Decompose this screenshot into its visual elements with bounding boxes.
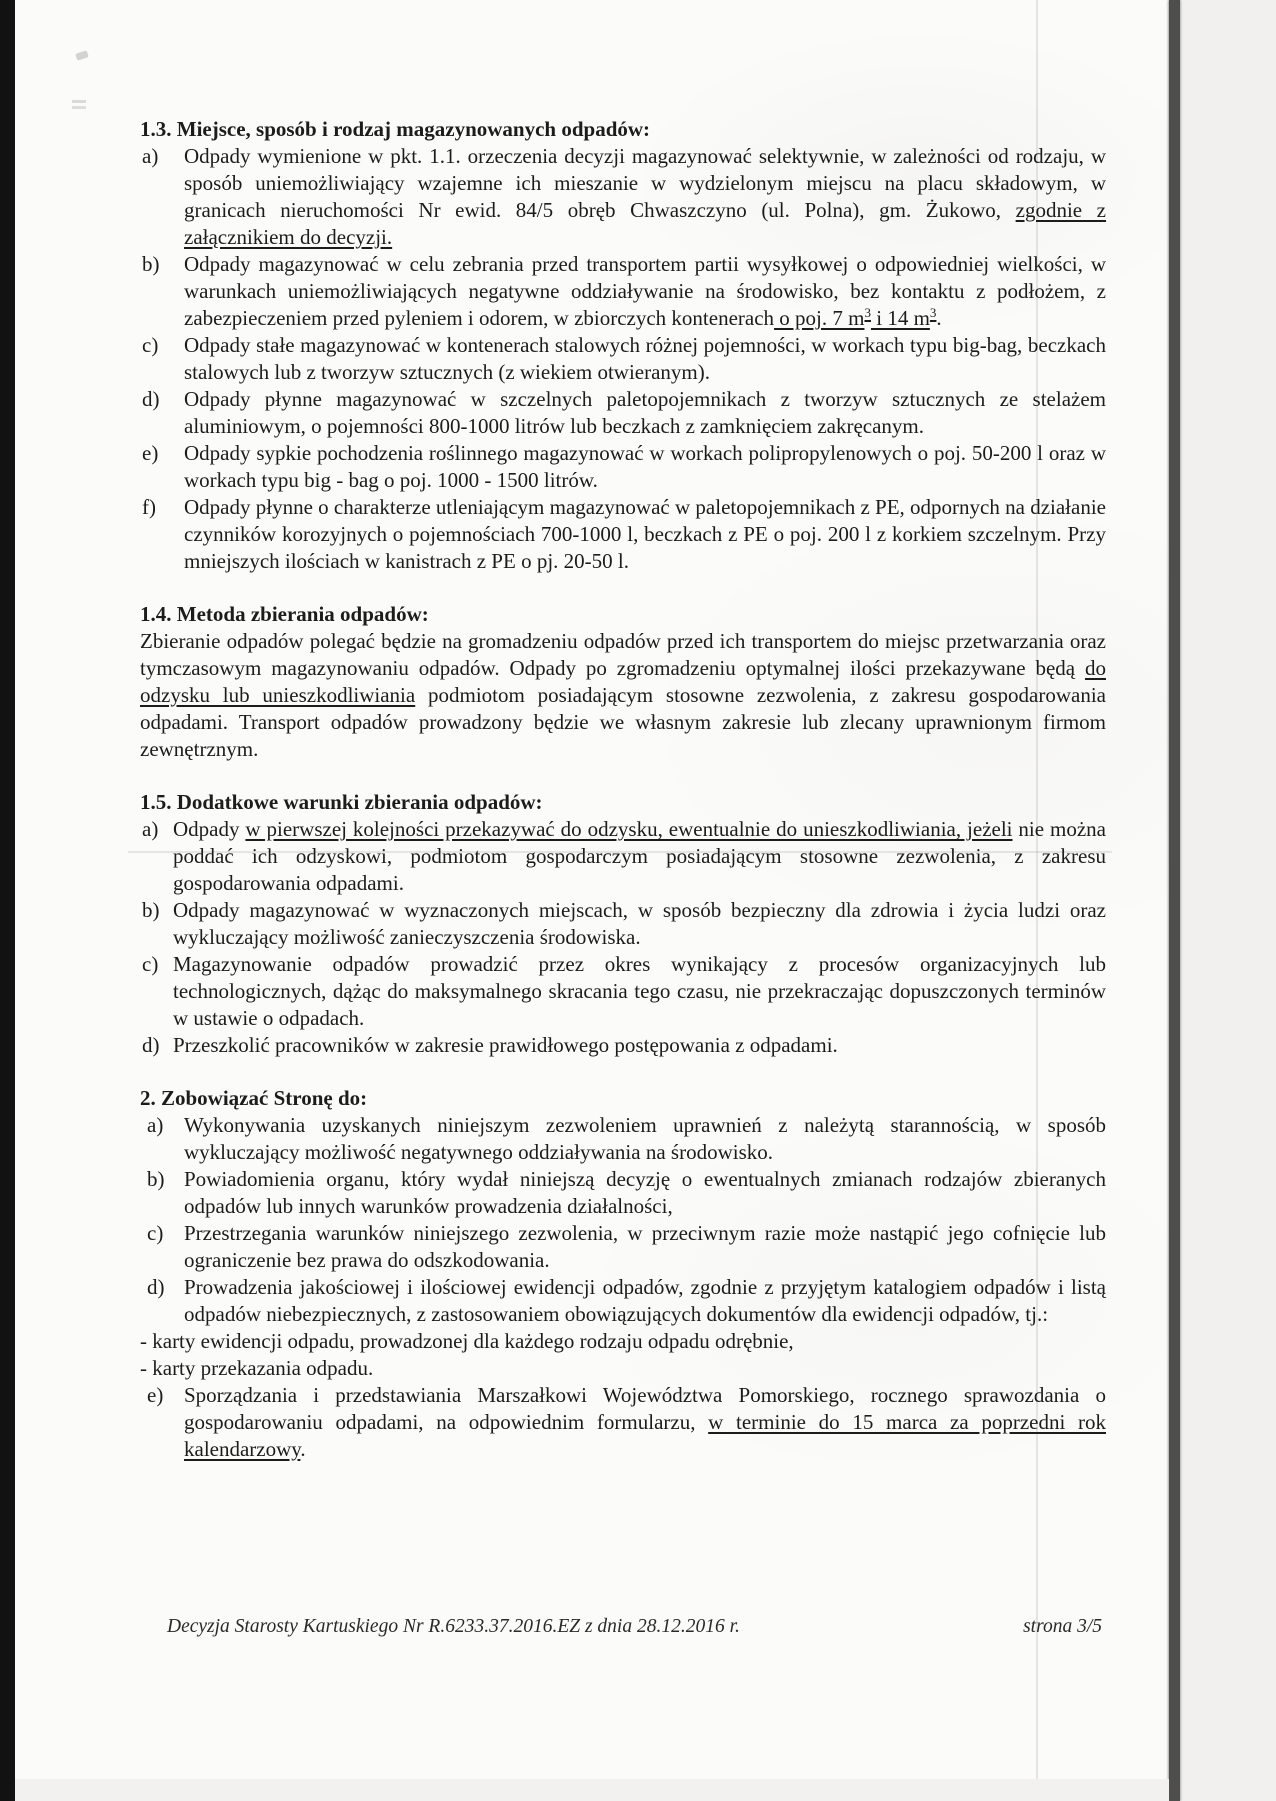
list-item-label: e) — [142, 441, 159, 465]
list-item-text — [184, 387, 1106, 438]
list-item — [140, 251, 1106, 332]
text-run: Odpady sypkie pochodzenia roślinnego magazynować w workach polipropylenowych o poj. 50-200 l oraz w workach typu big - bag o poj. 1000 - 1500 litrów. — [184, 441, 1106, 492]
list-item-label: b) — [142, 898, 160, 922]
list-item — [140, 1112, 1106, 1166]
text-run: w pierwszej kolejności przekazywać do odzysku, ewentualnie do unieszkodliwiania, jeżeli — [245, 817, 1013, 841]
list-item — [140, 1274, 1106, 1328]
list-item-text — [173, 952, 1106, 1030]
text-run: Sporządzania i przedstawiania Marszałkowi Województwa Pomorskiego, rocznego sprawozdania o gospodarowaniu odpadami, na odpowiednim formularzu, — [184, 1383, 1106, 1434]
list-item — [140, 897, 1106, 951]
list-item-label: d) — [142, 1033, 160, 1057]
list-item — [140, 1032, 1106, 1059]
text-run: Prowadzenia jakościowej i ilościowej ewidencji odpadów, zgodnie z przyjętym katalogiem odpadów i listą odpadów niebezpiecznych, z zastosowaniem obowiązujących dokumentów dla ewidencji odpadów, tj.: — [184, 1275, 1106, 1326]
list-item-label: e) — [147, 1383, 164, 1407]
text-run: w terminie do 15 marca za poprzedni rok kalendarzowy — [184, 1410, 1106, 1461]
scan-left-edge — [0, 0, 15, 1801]
dash-list-item — [140, 1355, 1106, 1382]
text-run: do odzysku lub unieszkodliwiania — [140, 656, 1106, 707]
list-item-label: d) — [142, 387, 160, 411]
page-footer — [167, 1616, 1102, 1638]
text-run: - karty ewidencji odpadu, prowadzonej dla każdego rodzaju odpadu odrębnie, — [140, 1329, 794, 1353]
text-run: Odpady wymienione w pkt. 1.1. orzeczenia decyzji magazynować selektywnie, w zależności od rodzaju, w sposób uniemożliwiający wzajemne ich mieszanie w wydzielonym miejscu na placu składowym, w granicach nieruchomości Nr ewid. 84/5 obręb Chwaszczyno (ul. Polna), gm. Żukowo, — [184, 144, 1106, 222]
text-run: Przestrzegania warunków niniejszego zezwolenia, w przeciwnym razie może nastąpić jego cofnięcie lub ograniczenie bez prawa do odszkodowania. — [184, 1221, 1106, 1272]
list-item — [140, 440, 1106, 494]
section-heading: 1.5. Dodatkowe warunki zbierania odpadów: — [140, 790, 543, 814]
list-item-text — [184, 1383, 1106, 1461]
list-item-label: a) — [147, 1113, 164, 1137]
text-run: . — [936, 306, 942, 330]
footer-page-number: strona 3/5 — [1023, 1616, 1102, 1637]
text-run: Odpady płynne magazynować w szczelnych paletopojemnikach z tworzyw sztucznych ze stelażem aluminiowym, o pojemności 800-1000 litrów lub beczkach z zamknięciem zakręcanym. — [184, 387, 1106, 438]
text-run: zgodnie z załącznikiem do decyzji. — [184, 198, 1107, 249]
pencil-mark — [75, 50, 89, 60]
text-run: o poj. 7 m — [774, 306, 865, 330]
list-item-label: b) — [142, 252, 160, 276]
list-item-text — [184, 144, 1106, 249]
text-run: Zbieranie odpadów polegać będzie na gromadzeniu odpadów przed ich transportem do miejsc przetwarzania oraz tymczasowym magazynowaniu odpadów. Odpady po zgromadzeniu optymalnej ilości przekazywane będą — [140, 629, 1106, 680]
text-run: nie można poddać ich odzyskowi, podmiotom gospodarczym posiadającym stosowne zezwolenia, z zakresu gospodarowania odpadami. — [173, 817, 1106, 895]
list-item-text — [173, 1033, 838, 1057]
list-item-text — [184, 1167, 1106, 1218]
list-item-text — [184, 441, 1106, 492]
list-item-text — [184, 1275, 1106, 1326]
text-run: 3 — [864, 305, 871, 320]
list-item — [140, 1382, 1106, 1463]
section-heading: 1.4. Metoda zbierania odpadów: — [140, 602, 429, 626]
footer-decision-reference: Decyzja Starosty Kartuskiego Nr R.6233.37.2016.EZ z dnia 28.12.2016 r. — [167, 1616, 740, 1637]
text-run: Odpady — [173, 817, 246, 841]
pencil-mark — [72, 100, 86, 103]
list-item-text — [173, 898, 1106, 949]
text-run: Przeszkolić pracowników w zakresie prawidłowego postępowania z odpadami. — [173, 1033, 838, 1057]
text-run: - karty przekazania odpadu. — [140, 1356, 374, 1380]
list-item-text — [173, 817, 1106, 895]
list-item-label: a) — [142, 144, 159, 168]
text-run: Odpady stałe magazynować w kontenerach stalowych różnej pojemności, w workach typu big-bag, beczkach stalowych lub z tworzyw sztucznych (z wiekiem otwieranym). — [184, 333, 1106, 384]
list-item-label: d) — [147, 1275, 165, 1299]
text-run: 3 — [929, 305, 937, 320]
text-run: Powiadomienia organu, który wydał niniejszą decyzję o ewentualnych zmianach rodzajów zbieranych odpadów lub innych warunków prowadzenia działalności, — [184, 1167, 1106, 1218]
list-item — [140, 1220, 1106, 1274]
document-body — [140, 116, 1106, 1463]
list-item — [140, 494, 1106, 575]
dash-list-item — [140, 1328, 1106, 1355]
list-item-text — [184, 1221, 1106, 1272]
list-item-label: c) — [142, 333, 159, 357]
scan-bottom-edge — [15, 1779, 1169, 1801]
list-item-text — [184, 1113, 1106, 1164]
list-item-label: a) — [142, 817, 159, 841]
list-item-text — [184, 495, 1106, 573]
list-item-text — [184, 333, 1106, 384]
list-item-text — [184, 252, 1106, 330]
text-run: Odpady magazynować w celu zebrania przed transportem partii wysyłkowej o odpowiedniej wielkości, w warunkach uniemożliwiających negatywne oddziaływanie na środowisko, bez kontaktu z podłożem, z zabezpieczeniem przed pyleniem i odorem, w zbiorczych kontenerach — [184, 252, 1106, 330]
list-item-label: b) — [147, 1167, 165, 1191]
list-item-label: f) — [142, 495, 156, 519]
text-run: Odpady płynne o charakterze utleniającym magazynować w paletopojemnikach z PE, odpornych na działanie czynników korozyjnych o pojemnościach 700-1000 l, beczkach z PE o poj. 200 l z korkiem szczelnym. Przy mniejszych ilościach w kanistrach z PE o pj. 20-50 l. — [184, 495, 1106, 573]
text-run: Magazynowanie odpadów prowadzić przez okres wynikający z procesów organizacyjnych lub technologicznych, dążąc do maksymalnego skracania tego czasu, nie przekraczając dopuszczonych terminów w ustawie o odpadach. — [173, 952, 1106, 1030]
paragraph — [140, 628, 1106, 763]
list-item-label: c) — [147, 1221, 164, 1245]
text-run: i 14 m — [870, 306, 930, 330]
text-run: podmiotom posiadającym stosowne zezwolenia, z zakresu gospodarowania odpadami. Transport odpadów prowadzony będzie we własnym zakresie lub zlecany uprawnionym firmom zewnętrznym. — [140, 683, 1107, 761]
section-heading: 1.3. Miejsce, sposób i rodzaj magazynowanych odpadów: — [140, 117, 651, 141]
list-item — [140, 332, 1106, 386]
scan-right-bar — [1169, 0, 1180, 1801]
list-item — [140, 1166, 1106, 1220]
scan-right-margin — [1180, 0, 1276, 1801]
text-run: Wykonywania uzyskanych niniejszym zezwoleniem uprawnień z należytą starannością, w sposób wykluczający możliwość negatywnego oddziaływania na środowisko. — [184, 1113, 1106, 1164]
list-item — [140, 143, 1106, 251]
list-item-label: c) — [142, 952, 159, 976]
list-item — [140, 951, 1106, 1032]
section-heading: 2. Zobowiązać Stronę do: — [140, 1086, 368, 1110]
text-run: Odpady magazynować w wyznaczonych miejscach, w sposób bezpieczny dla zdrowia i życia ludzi oraz wykluczający możliwość zanieczyszczenia środowiska. — [173, 898, 1106, 949]
text-run: . — [300, 1437, 306, 1461]
list-item — [140, 816, 1106, 897]
list-item — [140, 386, 1106, 440]
